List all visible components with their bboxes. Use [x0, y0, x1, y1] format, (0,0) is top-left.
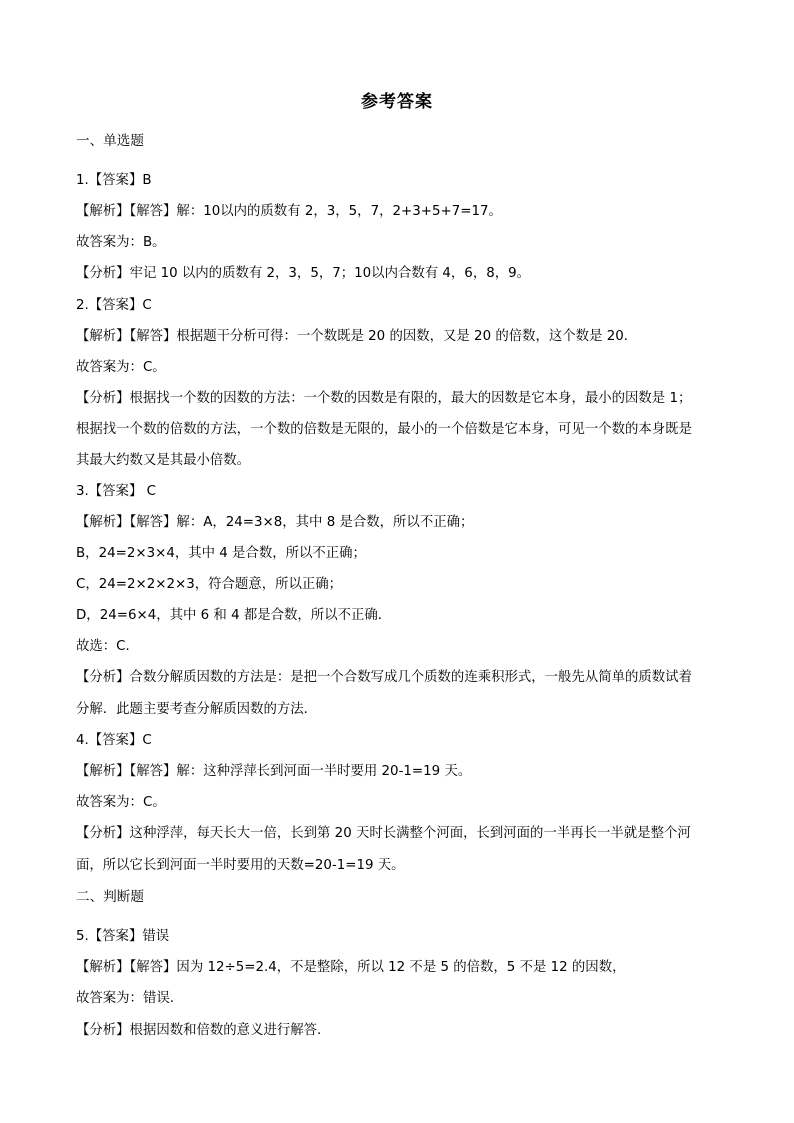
conclusion-line: 故答案为：错误. [76, 991, 174, 1006]
answer-line: 4.【答案】C [76, 733, 152, 748]
section-heading-true-false: 二、判断题 [76, 889, 144, 905]
answer-line: 2.【答案】C [76, 298, 152, 313]
analysis-line: 面，所以它长到河面一半时要用的天数=20-1=19 天。 [76, 858, 405, 873]
analysis-line: 【分析】这种浮萍，每天长大一倍，长到第 20 天时长满整个河面，长到河面的一半再长一半就是整个河 [76, 826, 691, 841]
page-title: 参考答案 [361, 92, 433, 112]
analysis-line: 【分析】根据因数和倍数的意义进行解答. [76, 1023, 322, 1038]
section-heading-single-choice: 一、单选题 [76, 133, 144, 149]
conclusion-line: 故答案为：C。 [76, 795, 166, 810]
explanation-line: 【解析】【解答】根据题干分析可得：一个数既是 20 的因数，又是 20 的倍数，这个数是 20． [76, 329, 638, 344]
answer-line: 5.【答案】错误 [76, 929, 170, 944]
conclusion-line: 故选：C． [76, 639, 139, 654]
analysis-line: 【分析】合数分解质因数的方法是：是把一个合数写成几个质数的连乘积形式，一般先从简单的质数试着 [76, 670, 692, 685]
conclusion-line: 故答案为：C。 [76, 360, 166, 375]
analysis-line: 其最大约数又是其最小倍数。 [76, 453, 251, 468]
conclusion-line: 故答案为：B。 [76, 235, 166, 250]
answer-line: 1.【答案】B [76, 173, 152, 188]
explanation-line: 【解析】【解答】因为 12÷5=2.4，不是整除，所以 12 不是 5 的倍数，5 不是 12 的因数， [76, 960, 626, 975]
explanation-line: D，24=6×4，其中 6 和 4 都是合数，所以不正确． [76, 608, 392, 623]
explanation-line: 【解析】【解答】解：10以内的质数有 2，3，5，7，2+3+5+7=17。 [76, 204, 502, 219]
analysis-line: 【分析】牢记 10 以内的质数有 2，3，5，7；10以内合数有 4，6，8，9。 [76, 266, 531, 281]
explanation-line: C，24=2×2×2×3，符合题意，所以正确； [76, 577, 343, 592]
explanation-line: B，24=2×3×4，其中 4 是合数，所以不正确； [76, 546, 366, 561]
analysis-line: 【分析】根据找一个数的因数的方法：一个数的因数是有限的，最大的因数是它本身，最小的因数是 1； [76, 391, 692, 406]
analysis-line: 根据找一个数的倍数的方法，一个数的倍数是无限的，最小的一个倍数是它本身，可见一个数的本身既是 [76, 422, 692, 437]
answer-line: 3.【答案】 C [76, 484, 156, 499]
explanation-line: 【解析】【解答】解：A，24=3×8，其中 8 是合数，所以不正确； [76, 515, 474, 530]
explanation-line: 【解析】【解答】解：这种浮萍长到河面一半时要用 20-1=19 天。 [76, 764, 472, 779]
analysis-line: 分解．此题主要考查分解质因数的方法． [76, 702, 318, 717]
